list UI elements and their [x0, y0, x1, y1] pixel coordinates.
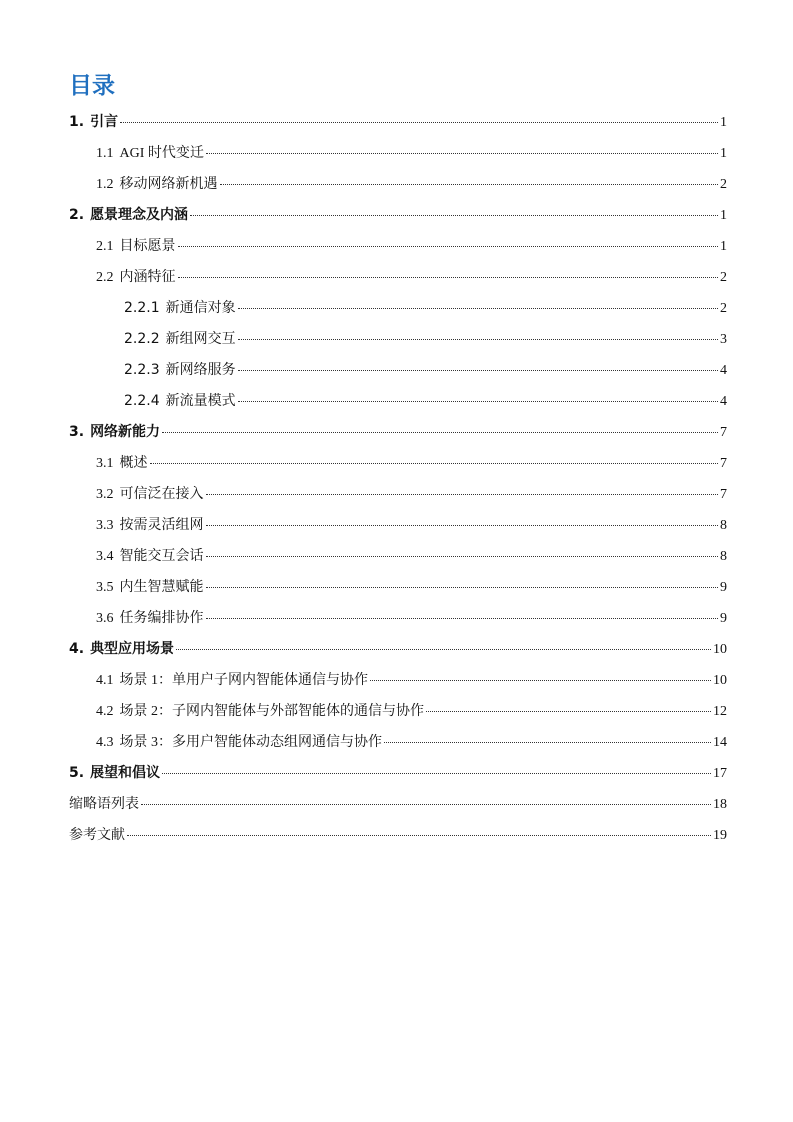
dot-leader: [178, 246, 719, 247]
toc-entry-number: 4.2: [96, 704, 114, 719]
dot-leader: [206, 587, 719, 588]
toc-entry-number: 1.: [69, 114, 85, 130]
toc-entry-number: 2.2.4: [124, 393, 160, 409]
toc-entry-label: AGI 时代变迁: [119, 146, 204, 161]
toc-entry-number: 3.: [69, 424, 85, 440]
toc-entry-label: 目标愿景: [119, 239, 176, 254]
toc-entry-label: 按需灵活组网: [119, 518, 204, 533]
toc-entry-number: 2.2: [96, 270, 114, 285]
dot-leader: [238, 401, 718, 402]
toc-entry[interactable]: [69, 200, 727, 231]
toc-entry[interactable]: [96, 572, 727, 603]
toc-entry-page: 14: [713, 735, 727, 750]
toc-entry-number: 2.2.1: [124, 300, 160, 316]
toc-entry-page: 9: [720, 611, 727, 626]
toc-entry-label: 可信泛在接入: [119, 487, 204, 502]
toc-entry-page: 2: [720, 177, 727, 192]
toc-entry[interactable]: [96, 169, 727, 200]
toc-entry-page: 7: [720, 425, 727, 440]
toc-entry-label: 缩略语列表: [69, 797, 139, 812]
dot-leader: [206, 525, 719, 526]
toc-entry[interactable]: [96, 727, 727, 758]
dot-leader: [384, 742, 711, 743]
toc-entry-page: 9: [720, 580, 727, 595]
toc-entry-page: 17: [713, 766, 727, 781]
toc-entry-page: 3: [720, 332, 727, 347]
toc-entry-label: 参考文献: [69, 828, 125, 843]
toc-entry-page: 8: [720, 549, 727, 564]
dot-leader: [162, 773, 711, 774]
toc-entry-page: 12: [713, 704, 727, 719]
toc-entry-page: 7: [720, 456, 727, 471]
toc-entry-number: 4.3: [96, 735, 114, 750]
toc-entry-page: 1: [720, 239, 727, 254]
toc-entry[interactable]: [96, 448, 727, 479]
toc-entry[interactable]: [124, 324, 727, 355]
toc-entry-page: 19: [713, 828, 727, 843]
toc-entry-page: 1: [720, 208, 727, 223]
dot-leader: [238, 370, 718, 371]
toc-entry[interactable]: [96, 696, 727, 727]
toc-entry-label: 愿景理念及内涵: [90, 207, 189, 223]
toc-entry[interactable]: [69, 107, 727, 138]
toc-entry[interactable]: [124, 386, 727, 417]
toc-entry-label: 概述: [119, 456, 148, 471]
toc-entry-label: 引言: [90, 114, 119, 130]
toc-entry-number: 3.4: [96, 549, 114, 564]
toc-entry[interactable]: [124, 355, 727, 386]
toc-entry-page: 4: [720, 394, 727, 409]
dot-leader: [238, 339, 718, 340]
toc-entry[interactable]: [96, 262, 727, 293]
toc-entry-page: 8: [720, 518, 727, 533]
toc-entry-number: 3.2: [96, 487, 114, 502]
toc-entry-label: 任务编排协作: [119, 611, 204, 626]
toc-entry[interactable]: [69, 634, 727, 665]
toc-entry[interactable]: [69, 820, 727, 851]
dot-leader: [370, 680, 711, 681]
toc-entry[interactable]: [96, 665, 727, 696]
toc-entry-number: 5.: [69, 765, 85, 781]
toc-entry-label: 智能交互会话: [119, 549, 204, 564]
toc-entry-page: 1: [720, 146, 727, 161]
toc-entry-label: 场景 1：单用户子网内智能体通信与协作: [119, 673, 368, 688]
dot-leader: [206, 556, 719, 557]
dot-leader: [238, 308, 718, 309]
toc-entry[interactable]: [96, 541, 727, 572]
dot-leader: [150, 463, 719, 464]
toc-entry[interactable]: [96, 603, 727, 634]
toc-entry-page: 1: [720, 115, 727, 130]
toc-entry-page: 4: [720, 363, 727, 378]
dot-leader: [176, 649, 711, 650]
toc-entry[interactable]: [69, 758, 727, 789]
toc-entry[interactable]: [96, 138, 727, 169]
toc-entry-label: 内生智慧赋能: [119, 580, 204, 595]
toc-entry-label: 展望和倡议: [90, 765, 161, 781]
toc-entry-page: 10: [713, 673, 727, 688]
dot-leader: [120, 122, 718, 123]
toc-entry-label: 新组网交互: [165, 332, 236, 347]
toc-entry[interactable]: [124, 293, 727, 324]
toc-entry-label: 场景 2：子网内智能体与外部智能体的通信与协作: [119, 704, 424, 719]
toc-entry-page: 10: [713, 642, 727, 657]
dot-leader: [141, 804, 711, 805]
toc-entry-label: 场景 3：多用户智能体动态组网通信与协作: [119, 735, 382, 750]
toc-entry-page: 7: [720, 487, 727, 502]
toc-entry-number: 2.1: [96, 239, 114, 254]
toc-entry[interactable]: [69, 417, 727, 448]
toc-entry[interactable]: [96, 479, 727, 510]
toc-entry-label: 新通信对象: [165, 301, 236, 316]
toc-entry-label: 典型应用场景: [90, 641, 175, 657]
dot-leader: [426, 711, 711, 712]
toc-entry-page: 18: [713, 797, 727, 812]
toc-entry-number: 4.: [69, 641, 85, 657]
dot-leader: [206, 618, 719, 619]
toc-entry-label: 内涵特征: [119, 270, 176, 285]
dot-leader: [206, 494, 719, 495]
toc-entry-number: 3.5: [96, 580, 114, 595]
toc-entry-number: 2.: [69, 207, 85, 223]
toc-entry-label: 新流量模式: [165, 394, 236, 409]
toc-entry[interactable]: [69, 789, 727, 820]
dot-leader: [206, 153, 718, 154]
toc-entry-page: 2: [720, 301, 727, 316]
toc-entry-label: 网络新能力: [90, 424, 161, 440]
toc-entry-label: 移动网络新机遇: [119, 177, 218, 192]
toc-entry[interactable]: [96, 510, 727, 541]
toc-entry-number: 1.1: [96, 146, 114, 161]
dot-leader: [178, 277, 719, 278]
toc-entry-number: 3.3: [96, 518, 114, 533]
toc-entry-number: 2.2.3: [124, 362, 160, 378]
toc-entry-label: 新网络服务: [165, 363, 236, 378]
dot-leader: [190, 215, 718, 216]
dot-leader: [162, 432, 718, 433]
toc-entry-number: 4.1: [96, 673, 114, 688]
toc-entry-number: 1.2: [96, 177, 114, 192]
toc-entry-page: 2: [720, 270, 727, 285]
dot-leader: [220, 184, 719, 185]
toc-title: 目录: [69, 73, 115, 99]
toc-entry-number: 2.2.2: [124, 331, 160, 347]
toc-entry-number: 3.6: [96, 611, 114, 626]
toc-entry-number: 3.1: [96, 456, 114, 471]
toc-entry[interactable]: [96, 231, 727, 262]
dot-leader: [127, 835, 711, 836]
